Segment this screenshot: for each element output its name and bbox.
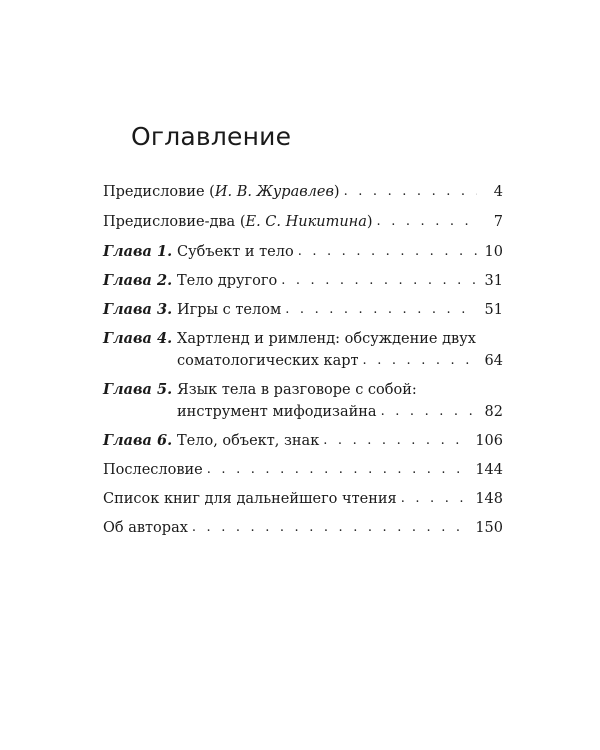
dot-leader [298, 241, 477, 263]
dot-leader [285, 299, 477, 321]
page-number: 51 [484, 302, 503, 318]
toc-entry-foreword-two[interactable] [103, 211, 503, 233]
toc-entry-chapter-1[interactable] [103, 241, 503, 263]
entry-text-line-2: соматологических карт [177, 353, 359, 369]
toc-entry-chapter-4[interactable] [103, 328, 503, 372]
page-number: 10 [484, 244, 503, 260]
chapter-label: Глава 2. [103, 272, 173, 289]
entry-text-line-1: Язык тела в разговоре с собой: [177, 382, 417, 398]
dot-leader [281, 270, 477, 292]
entry-text: Субъект и тело [177, 244, 294, 260]
toc-entry-chapter-2[interactable] [103, 270, 503, 292]
entry-text: Предисловие (И. В. Журавлев) [103, 184, 340, 200]
chapter-label: Глава 5. [103, 381, 173, 398]
chapter-label: Глава 6. [103, 432, 173, 449]
toc-entry-chapter-5[interactable] [103, 379, 503, 423]
entry-text: Предисловие-два (Е. С. Никитина) [103, 214, 373, 230]
entry-author: И. В. Журавлев [214, 184, 334, 200]
entry-text: Тело, объект, знак [177, 433, 320, 449]
toc-title: Оглавление [131, 122, 292, 151]
dot-leader [344, 181, 477, 203]
entry-text: Список книг для дальнейшего чтения [103, 491, 397, 507]
entry-text-line-2: инструмент мифодизайна [177, 404, 377, 420]
page-number: 148 [475, 491, 503, 507]
chapter-label: Глава 4. [103, 330, 173, 347]
page-number: 64 [484, 353, 503, 369]
chapter-label: Глава 1. [103, 243, 173, 260]
entry-author: Е. С. Никитина [245, 214, 367, 230]
entry-text: Об авторах [103, 520, 188, 536]
page-number: 82 [484, 404, 503, 420]
page-number: 4 [493, 184, 503, 200]
entry-text: Послесловие [103, 462, 203, 478]
toc-entry-foreword[interactable] [103, 181, 503, 203]
toc-entry-chapter-6[interactable] [103, 430, 503, 452]
page-number: 144 [475, 462, 503, 478]
table-of-contents [103, 181, 503, 546]
toc-entry-about-authors[interactable] [103, 517, 503, 539]
dot-leader [363, 350, 477, 372]
chapter-label: Глава 3. [103, 301, 173, 318]
entry-text: Игры с телом [177, 302, 282, 318]
dot-leader [192, 517, 471, 539]
page-number: 31 [484, 273, 503, 289]
dot-leader [401, 488, 472, 510]
entry-text-line-1: Хартленд и римленд: обсуждение двух [177, 331, 476, 347]
dot-leader [207, 459, 472, 481]
toc-entry-chapter-3[interactable] [103, 299, 503, 321]
page-number: 150 [475, 520, 503, 536]
dot-leader [323, 430, 471, 452]
toc-entry-afterword[interactable] [103, 459, 503, 481]
dot-leader [381, 401, 477, 423]
page-number: 106 [475, 433, 503, 449]
toc-entry-reading-list[interactable] [103, 488, 503, 510]
dot-leader [377, 211, 477, 233]
page-number: 7 [493, 214, 503, 230]
entry-text: Тело другого [177, 273, 278, 289]
